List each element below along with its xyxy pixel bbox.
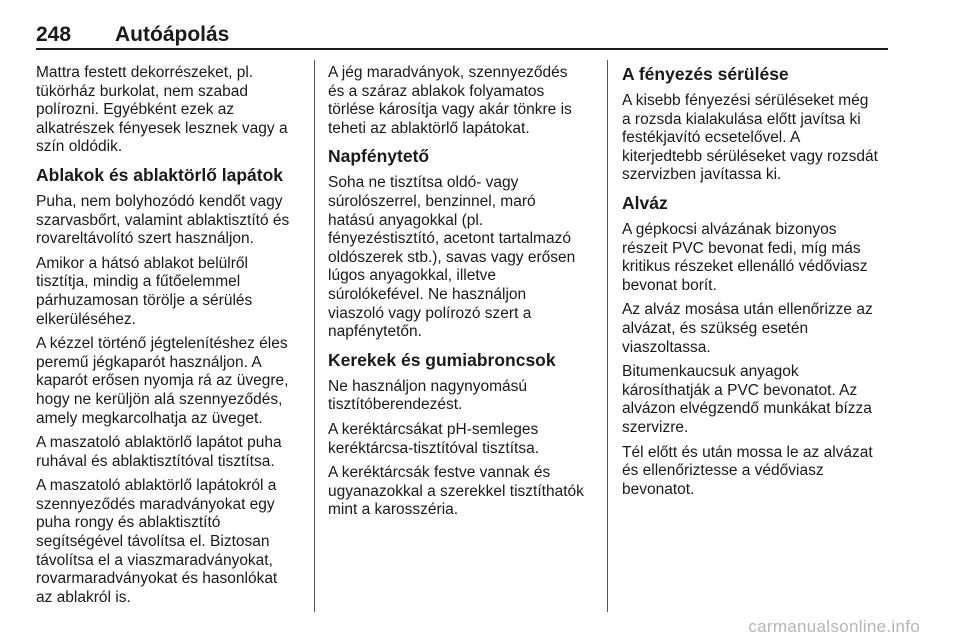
chapter-title: Autóápolás xyxy=(115,23,230,46)
section-heading: Napfénytető xyxy=(328,146,430,167)
column-3 xyxy=(622,64,888,505)
paragraph: A gépkocsi alvázának bizonyos részeit PVC bevonat fedi, míg más kritikus részeket ellenálló védőviasz bevonat borít. xyxy=(622,220,868,294)
header-rule xyxy=(36,48,888,50)
paragraph: A kézzel történő jégtelenítéshez éles peremű jégkaparót használjon. A kaparót erősen nyomja rá az üvegre, hogy ne kerüljön alá szennyeződés, amely megkarcolhatja az üveget. xyxy=(36,335,289,427)
section-heading: Ablakok és ablaktörlő lapátok xyxy=(36,164,284,185)
paragraph: A jég maradványok, szennyeződés és a száraz ablakok folyamatos törlése károsítja vagy akár tönkre is teheti az ablaktörlő lapátokat. xyxy=(328,64,572,137)
paragraph: Az alváz mosása után ellenőrizze az alvázat, és szükség esetén viaszoltassa. xyxy=(622,301,873,356)
column-1 xyxy=(36,64,304,613)
paragraph: A keréktárcsák festve vannak és ugyanazokkal a szerekkel tisztíthatók mint a karosszéria. xyxy=(328,464,584,519)
paragraph: A keréktárcsákat pH-semleges keréktárcsa-tisztítóval tisztítsa. xyxy=(328,420,540,457)
page-number: 248 xyxy=(36,23,72,46)
paragraph: Soha ne tisztítsa oldó- vagy súrolószerrel, benzinnel, maró hatású anyagokkal (pl. fényezéstisztító, acetont tartalmazó oldószerek stb.), savas vagy erősen lúgos anyagokkal, illetve súrolókefével. Ne használjon viaszoló vagy polírozó szert a napfénytetőn. xyxy=(328,174,576,341)
column-divider xyxy=(607,60,608,612)
paragraph: A kisebb fényezési sérüléseket még a rozsda kialakulása előtt javítsa ki festékjavító ecsetelővel. A kiterjedtebb sérüléseket vagy rozsdát szervizben javítassa ki. xyxy=(622,92,878,184)
column-2 xyxy=(328,64,594,526)
section-heading: Kerekek és gumiabroncsok xyxy=(328,349,556,370)
page-header xyxy=(36,22,888,50)
paragraph: Bitumenkaucsuk anyagok károsíthatják a PVC bevonatot. Az alvázon elvégzendő munkákat bízza szervizre. xyxy=(622,363,872,436)
paragraph: A maszatoló ablaktörlő lapátokról a szennyeződés maradványokat egy puha rongy és ablaktisztító segítségével távolítsa el. Biztosan távolítsa el a viaszmaradványokat, rovarmaradványokat és hasonlókat az ablakról is. xyxy=(36,477,278,606)
paragraph: Amikor a hátsó ablakot belülről tisztítja, mindig a fűtőelemmel párhuzamosan törölje a sérülés elkerüléséhez. xyxy=(36,254,253,328)
paragraph: A maszatoló ablaktörlő lapátot puha ruhával és ablaktisztítóval tisztítsa. xyxy=(36,434,282,470)
section-heading: A fényezés sérülése xyxy=(622,64,789,84)
watermark: carmanualsonline.info xyxy=(748,617,920,636)
paragraph: Puha, nem bolyhozódó kendőt vagy szarvasbőrt, valamint ablaktisztító és rovareltávolító szert használjon. xyxy=(36,192,290,248)
column-divider xyxy=(314,60,315,612)
section-heading: Alváz xyxy=(622,192,668,213)
paragraph: Mattra festett dekorrészeket, pl. tükörház burkolat, nem szabad polírozni. Egyébként ezek az alkatrészek fényesek lesznek vagy a szín oldódik. xyxy=(36,64,288,156)
paragraph: Ne használjon nagynyomású tisztítóberendezést. xyxy=(328,377,528,414)
paragraph: Tél előtt és után mossa le az alvázat és ellenőriztesse a védőviasz bevonatot. xyxy=(622,443,873,498)
